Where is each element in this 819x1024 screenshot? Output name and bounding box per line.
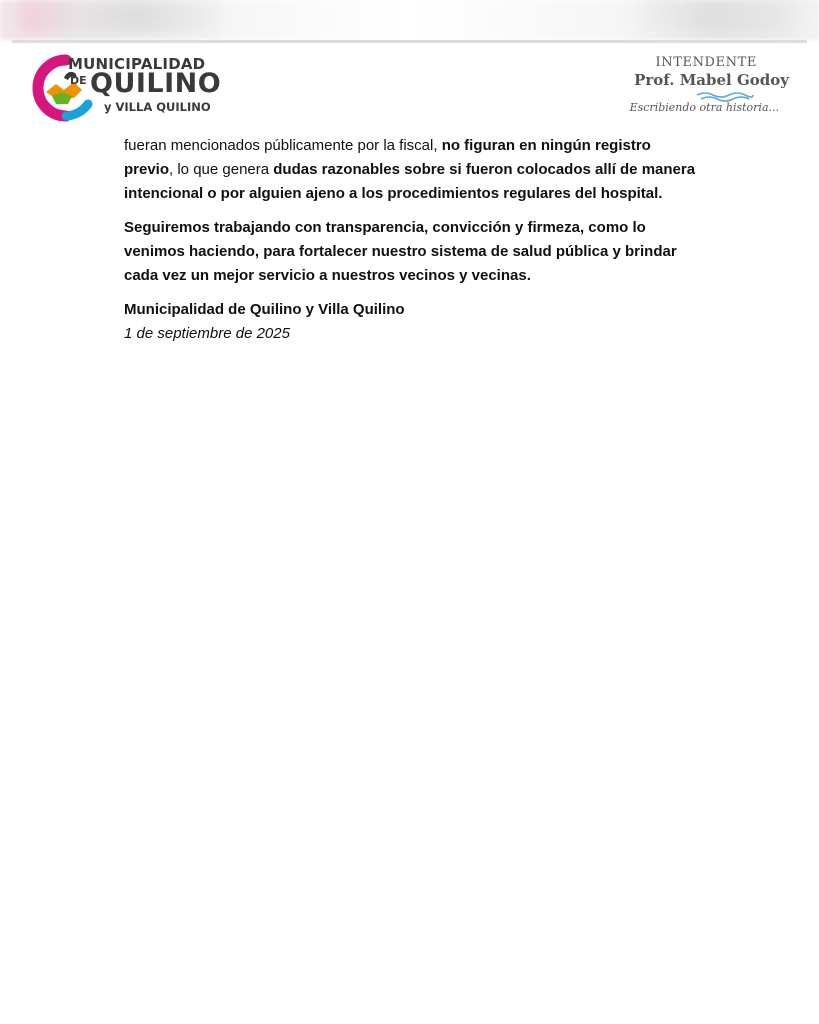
signature-block [124,298,704,346]
mayor-name-line [589,71,789,89]
paragraph-1-text-a: fueran mencionados públicamente por la fiscal, [124,137,442,154]
logo-text-quilino: QUILINO [90,68,222,99]
blurred-top-right [640,0,810,34]
logo-text-de: DE [70,74,87,87]
mayor-slogan: Escribiendo otra historia... [629,101,779,114]
logo-text-villa-quilino: y VILLA QUILINO [104,100,211,114]
mayor-header [589,55,789,114]
paragraph-1-bold-a: no figuran en ningún registro previo [124,137,651,178]
mayor-name-prefix: Prof. [634,71,675,89]
municipality-logo [30,52,230,124]
paragraph-1 [124,134,704,206]
mayor-title: INTENDENTE [655,55,757,70]
page-top-edge [12,40,807,43]
paragraph-2 [124,216,704,288]
paragraph-1-bold-b: dudas razonables sobre si fueron colocados allí de manera intencional o por alguien ajeno a los procedimientos regulares del hospital. [124,161,696,202]
signature-organization: Municipalidad de Quilino y Villa Quilino [124,301,405,318]
signature-date: 1 de septiembre de 2025 [124,325,290,342]
blurred-top-left [20,0,220,34]
paragraph-1-text-b: , lo que genera [169,161,274,178]
paragraph-2-bold: Seguiremos trabajando con transparencia, convicción y firmeza, como lo venimos haciendo, para fortalecer nuestro sistema de salud pública y brindar cada vez un mejor servicio a nuestros vecinos y vecinas. [124,219,677,284]
letter-body [124,134,704,346]
logo-text-municipalidad: MUNICIPALIDAD [68,55,206,73]
mayor-name: Mabel Godoy [679,71,789,89]
